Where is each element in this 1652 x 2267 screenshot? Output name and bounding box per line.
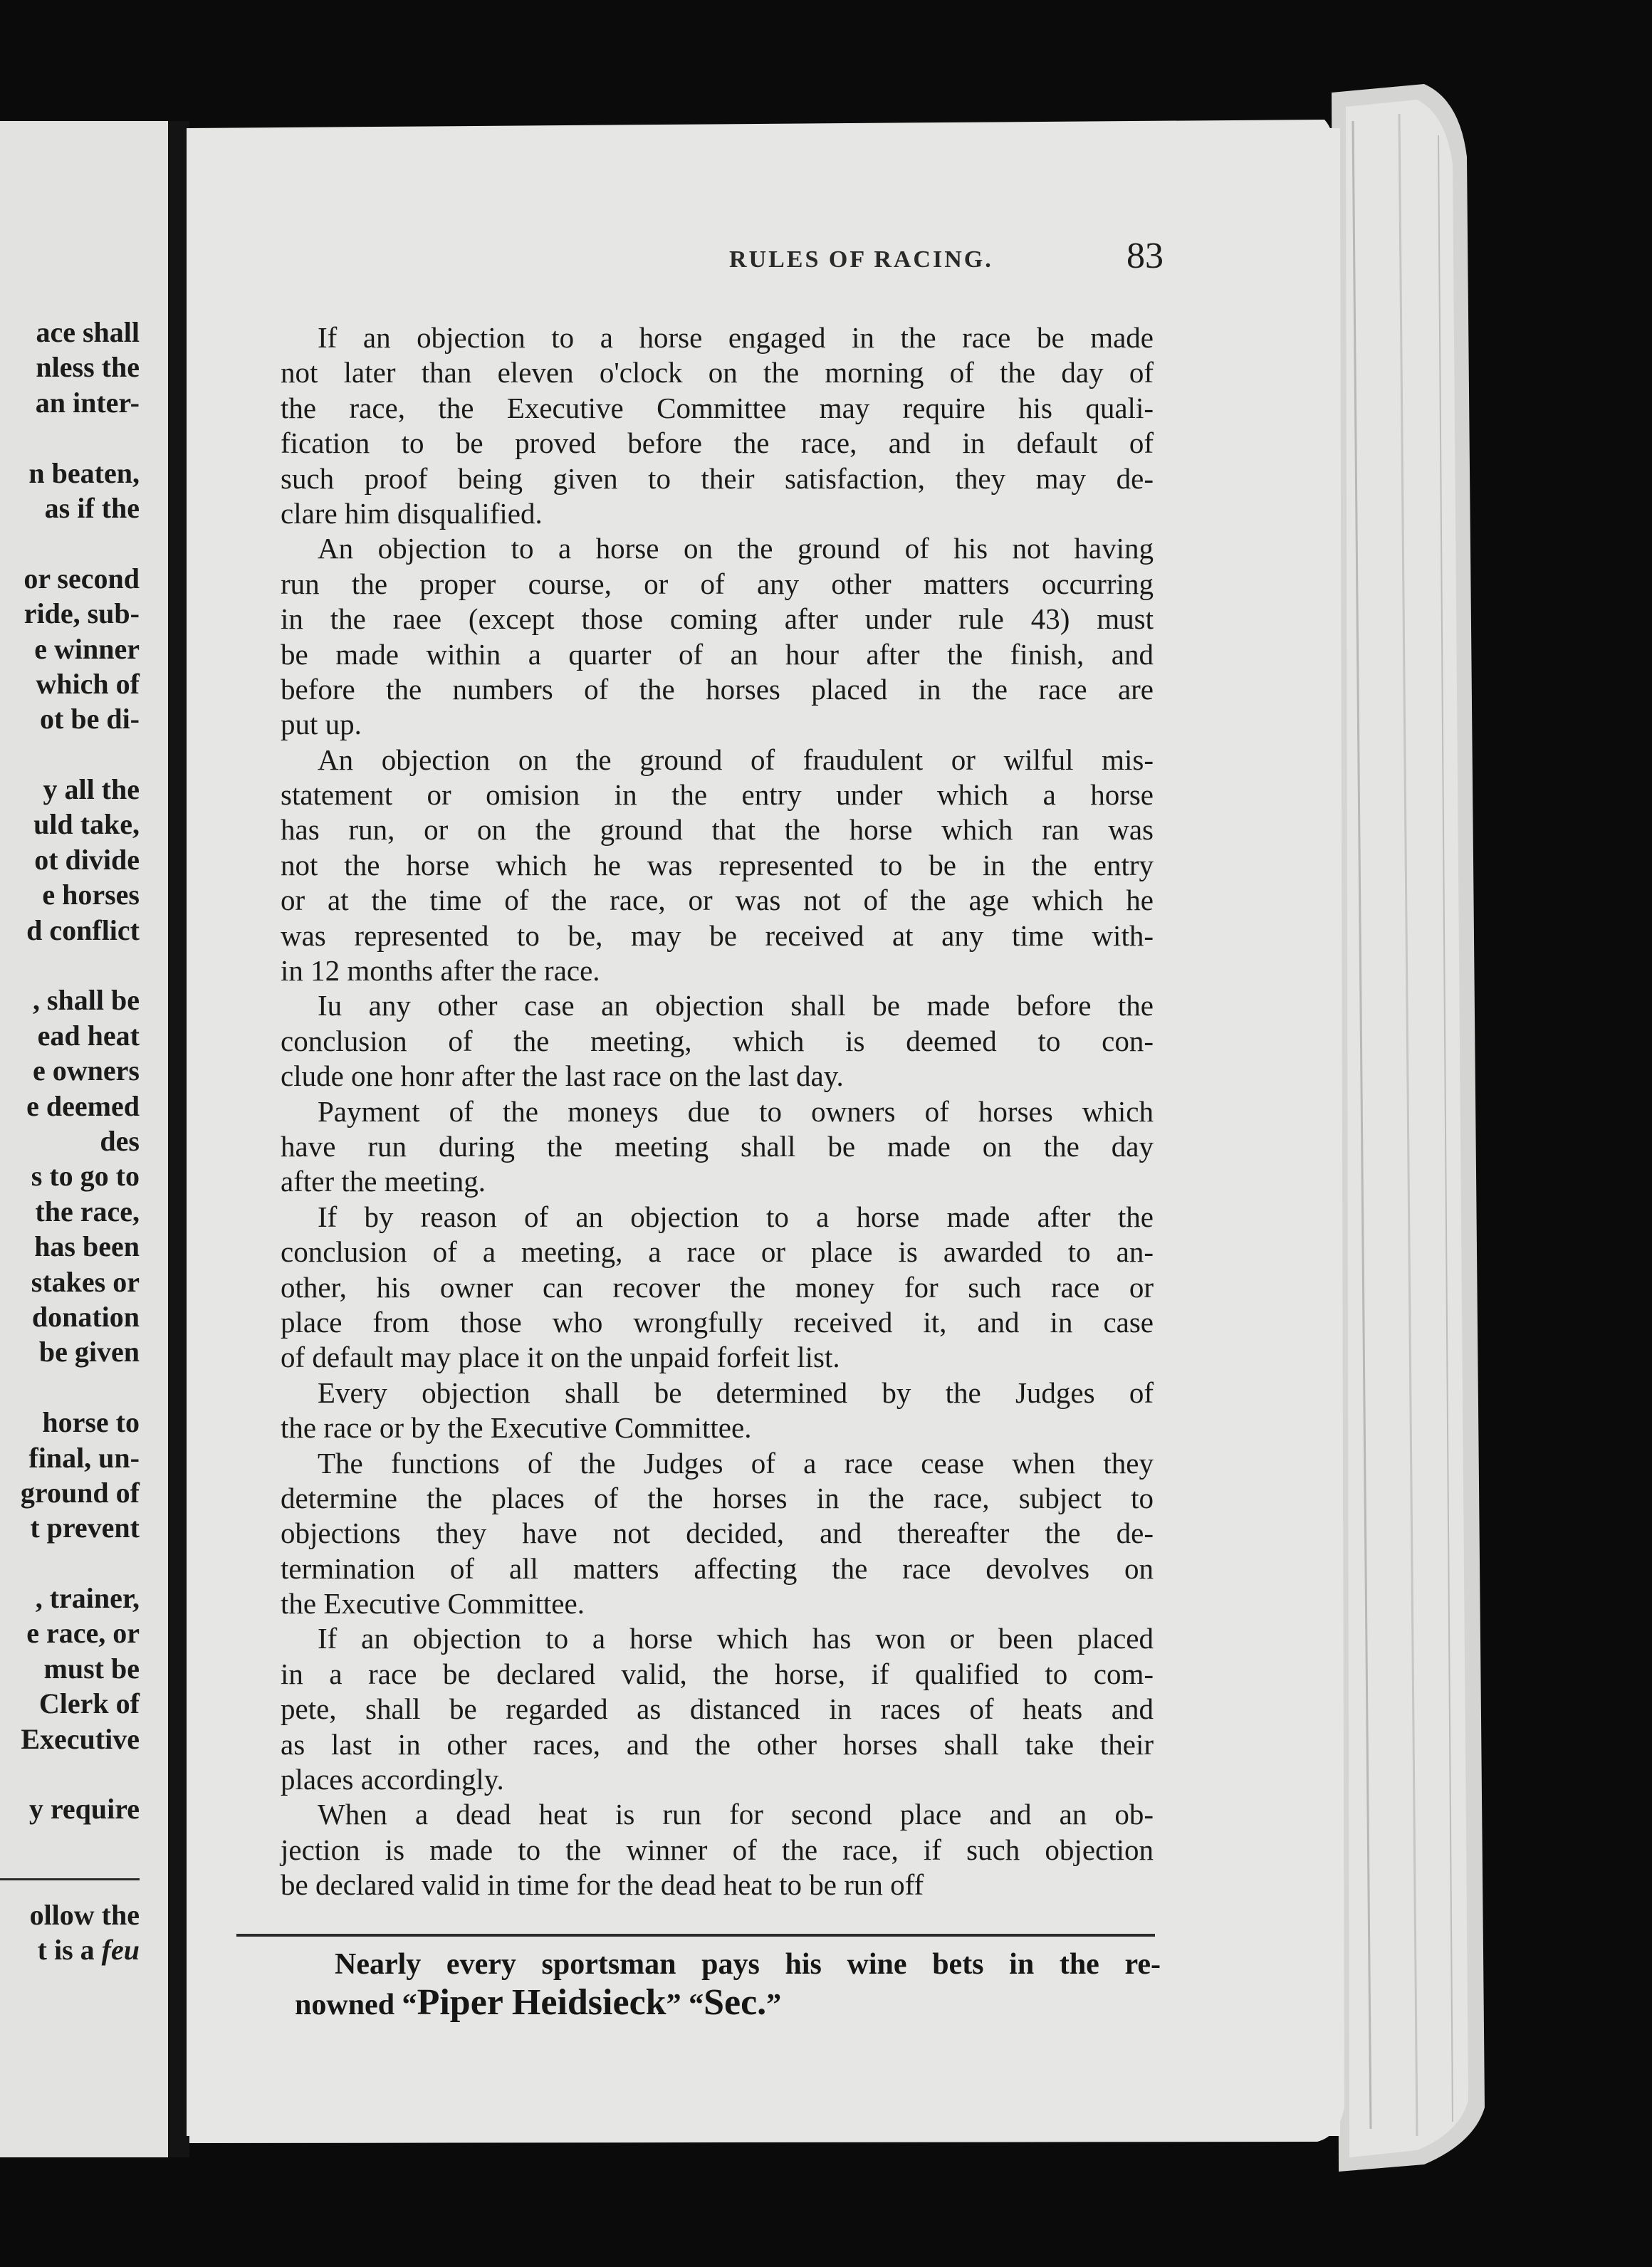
ad-line-1: Nearly every sportsman pays his wine bets in the re- <box>335 1948 1161 1981</box>
left-page-fragment <box>0 1756 140 1791</box>
text-line: pete, shall be regarded as distanced in races of heats and <box>281 1692 1154 1726</box>
text-line: If an objection to a horse which has won or been placed <box>318 1622 1154 1655</box>
text-line: Payment of the moneys due to owners of horses which <box>318 1094 1154 1128</box>
left-page-fragment <box>0 948 140 983</box>
left-page-fragment: e race, or <box>26 1617 140 1650</box>
text-line: Every objection shall be determined by the Judges of <box>318 1376 1154 1409</box>
text-line: jection is made to the winner of the race, if such objection <box>281 1833 1154 1866</box>
left-page-fragment: n beaten, <box>28 456 140 489</box>
text-line: places accordingly. <box>281 1763 504 1796</box>
rule-paragraph <box>281 1094 1154 1200</box>
left-page-edge <box>0 121 168 2157</box>
text-line: the race or by the Executive Committee. <box>281 1411 752 1445</box>
left-page-fragment: be given <box>38 1336 140 1368</box>
text-line: has run, or on the ground that the horse which ran was <box>281 813 1154 847</box>
left-page-fragment <box>0 420 140 455</box>
left-page-fragment: t is a feu <box>37 1933 140 1966</box>
left-page-fragment: must be <box>43 1652 140 1685</box>
text-line: An objection on the ground of fraudulent or wilful mis- <box>318 743 1154 776</box>
text-line: determine the places of the horses in the race, subject to <box>281 1481 1154 1514</box>
text-line: not later than eleven o'clock on the morning of the day of <box>281 356 1154 389</box>
left-page-fragment: has been <box>34 1230 140 1263</box>
text-line: in the raee (except those coming after under rule 43) must <box>281 602 1154 636</box>
ad-line-2 <box>295 1984 1161 2022</box>
left-page-fragment: final, un- <box>28 1441 140 1474</box>
left-page-fragment: ot be di- <box>40 703 140 735</box>
left-page-fragment <box>0 737 140 772</box>
left-page-fragment: ride, sub- <box>23 597 140 630</box>
text-line: such proof being given to their satisfaction, they may de- <box>281 461 1154 495</box>
running-header: RULES OF RACING. <box>729 246 993 273</box>
text-line: statement or omision in the entry under which a horse <box>281 778 1154 812</box>
text-line: of default may place it on the unpaid forfeit list. <box>281 1341 840 1374</box>
rule-paragraph <box>281 1797 1154 1902</box>
left-page-fragment: stakes or <box>31 1265 140 1298</box>
left-page-fragment: y all the <box>43 773 140 806</box>
left-page-fragment: Clerk of <box>38 1687 140 1720</box>
rule-paragraph <box>281 988 1154 1094</box>
left-page-fragment-column <box>0 315 140 1967</box>
ad-suffix: ” <box>766 1989 782 2021</box>
left-page-fragment: Executive <box>21 1722 140 1755</box>
text-line: in a race be declared valid, the horse, if qualified to com- <box>281 1657 1154 1690</box>
left-page-fragment: the race, <box>35 1195 140 1227</box>
left-page-fragment: y require <box>28 1793 140 1826</box>
left-page-fragment: ground of <box>20 1476 140 1509</box>
book-spine <box>168 121 187 2157</box>
text-line: before the numbers of the horses placed in the race are <box>281 672 1154 706</box>
left-page-fragment <box>0 1827 140 1862</box>
left-page-fragment <box>0 525 140 560</box>
text-line: be made within a quarter of an hour after the finish, and <box>281 637 1154 671</box>
left-page-fragment <box>0 1370 140 1405</box>
left-page-fragment: horse to <box>42 1406 140 1439</box>
text-line: clude one honr after the last race on the last day. <box>281 1059 844 1093</box>
left-page-fragment: des <box>100 1124 140 1157</box>
ad-quote-middle: ” “ <box>666 1989 704 2021</box>
text-line: objections they have not decided, and thereafter the de- <box>281 1517 1154 1550</box>
text-line: conclusion of the meeting, which is deemed to con- <box>281 1024 1154 1057</box>
left-page-fragment: ace shall <box>36 316 140 348</box>
left-page-fragment <box>0 1546 140 1581</box>
left-page-fragment: ot divide <box>34 843 140 876</box>
left-page-rule <box>0 1878 140 1880</box>
left-page-fragment: which of <box>36 667 140 700</box>
text-line: termination of all matters affecting the race devolves on <box>281 1551 1154 1585</box>
rule-paragraph <box>281 1446 1154 1622</box>
advertisement <box>295 1945 1161 2022</box>
ad-prefix: nowned “ <box>295 1989 417 2021</box>
text-line: run the proper course, or of any other matters occurring <box>281 567 1154 600</box>
text-line: put up. <box>281 708 362 741</box>
text-line: conclusion of a meeting, a race or place is awarded to an- <box>281 1235 1154 1269</box>
text-line: or at the time of the race, or was not of the age which he <box>281 884 1154 917</box>
text-line: the race, the Executive Committee may require his quali- <box>281 391 1154 424</box>
text-line: fication to be proved before the race, and in default of <box>281 426 1154 460</box>
text-line: after the meeting. <box>281 1165 486 1198</box>
left-page-fragment: t prevent <box>30 1512 140 1544</box>
left-page-fragment: ead heat <box>37 1019 140 1052</box>
left-page-fragment: d conflict <box>26 913 140 946</box>
rules-text-column <box>281 320 1154 1903</box>
rule-paragraph <box>281 743 1154 989</box>
right-page <box>187 128 1340 2136</box>
left-page-fragment: an inter- <box>35 386 140 419</box>
page-number: 83 <box>1126 236 1164 276</box>
rule-paragraph <box>281 531 1154 742</box>
rule-paragraph <box>281 1200 1154 1376</box>
text-line: Iu any other case an objection shall be made before the <box>318 989 1154 1022</box>
ad-variety: Sec. <box>704 1982 767 2023</box>
rule-paragraph <box>281 1376 1154 1446</box>
text-line: as last in other races, and the other horses shall take their <box>281 1727 1154 1761</box>
footer-divider <box>236 1934 1155 1937</box>
text-line: The functions of the Judges of a race cease when they <box>318 1446 1154 1480</box>
text-line: have run during the meeting shall be made on the day <box>281 1129 1154 1163</box>
text-line: in 12 months after the race. <box>281 954 600 988</box>
text-line: other, his owner can recover the money for such race or <box>281 1270 1154 1304</box>
text-line: be declared valid in time for the dead heat to be run off <box>281 1868 924 1902</box>
left-page-fragment: , shall be <box>32 984 140 1017</box>
left-page-fragment: , trainer, <box>35 1582 140 1615</box>
left-page-rule-row <box>0 1862 140 1897</box>
ad-brand-name: Piper Heidsieck <box>417 1982 666 2023</box>
left-page-fragment: ollow the <box>29 1898 140 1931</box>
text-line: was represented to be, may be received at any time with- <box>281 918 1154 952</box>
text-line: If an objection to a horse engaged in the race be made <box>318 321 1154 354</box>
text-line: not the horse which he was represented to be in the entry <box>281 848 1154 881</box>
left-page-fragment: nless the <box>36 351 140 384</box>
text-line: place from those who wrongfully received it, and in case <box>281 1305 1154 1339</box>
text-line: the Executive Committee. <box>281 1587 585 1621</box>
left-page-fragment: or second <box>23 562 140 595</box>
text-line: clare him disqualified. <box>281 496 543 530</box>
left-page-fragment: donation <box>31 1300 140 1333</box>
left-page-fragment: e horses <box>42 879 140 911</box>
left-page-fragment: as if the <box>44 491 140 524</box>
text-line: An objection to a horse on the ground of his not having <box>318 532 1154 565</box>
left-page-fragment: s to go to <box>31 1160 140 1193</box>
text-line: When a dead heat is run for second place and an ob- <box>318 1798 1154 1831</box>
text-line: If by reason of an objection to a horse made after the <box>318 1200 1154 1233</box>
left-page-fragment: e deemed <box>26 1089 140 1122</box>
left-page-fragment: e winner <box>34 632 140 665</box>
rule-paragraph <box>281 320 1154 531</box>
rule-paragraph <box>281 1621 1154 1797</box>
left-page-fragment: uld take, <box>33 808 140 841</box>
left-page-fragment: e owners <box>33 1054 140 1087</box>
